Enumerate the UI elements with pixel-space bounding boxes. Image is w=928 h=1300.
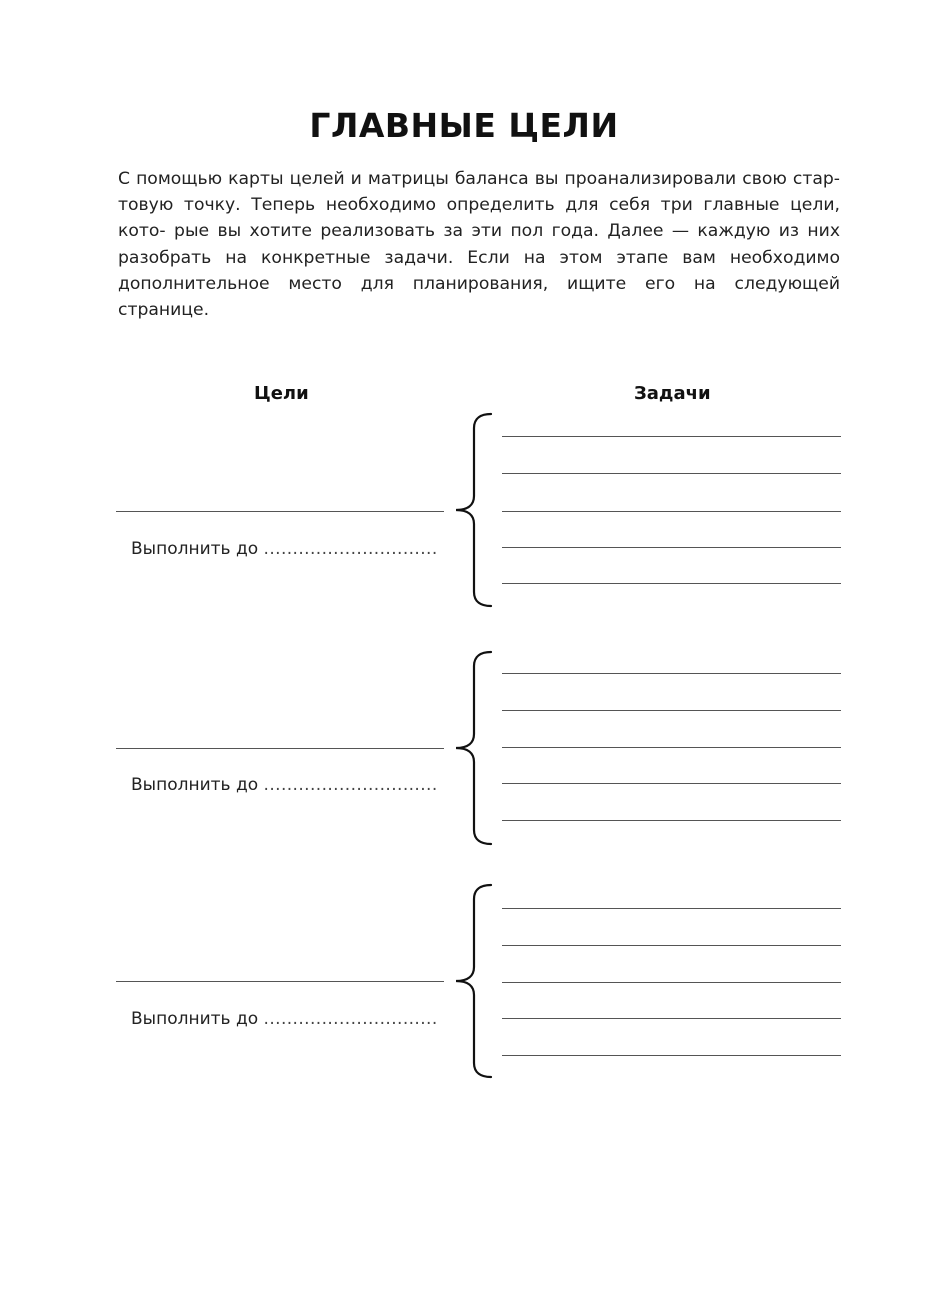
intro-line: рые вы хотите реализовать за эти пол года. Далее — каждую из них разобрать: [118, 221, 840, 268]
task-input-line[interactable]: [502, 436, 841, 437]
task-input-line[interactable]: [502, 945, 841, 946]
goals-column-header: Цели: [254, 383, 309, 404]
due-date-label: Выполнить до: [131, 539, 259, 559]
curly-brace-icon: [454, 650, 494, 846]
due-date-dots: ..............................: [263, 539, 438, 559]
curly-brace-icon: [454, 883, 494, 1079]
intro-line: С помощью карты целей и матрицы баланса вы проанализировали свою стар-: [118, 169, 840, 189]
task-input-line[interactable]: [502, 710, 841, 711]
intro-line: место для планирования, ищите его на следующей странице.: [118, 273, 840, 321]
task-input-line[interactable]: [502, 1018, 841, 1019]
due-date-label: Выполнить до: [131, 775, 259, 795]
goal-input-line[interactable]: [116, 981, 444, 982]
task-input-line[interactable]: [502, 583, 841, 584]
page-title: ГЛАВНЫЕ ЦЕЛИ: [309, 106, 619, 145]
due-date-field[interactable]: [131, 1008, 438, 1030]
due-date-dots: ..............................: [263, 1009, 438, 1029]
task-input-line[interactable]: [502, 783, 841, 784]
due-date-field[interactable]: [131, 538, 438, 560]
goal-input-line[interactable]: [116, 511, 444, 512]
task-input-line[interactable]: [502, 820, 841, 821]
task-input-line[interactable]: [502, 982, 841, 983]
goal-input-line[interactable]: [116, 748, 444, 749]
task-input-line[interactable]: [502, 908, 841, 909]
task-input-line[interactable]: [502, 673, 841, 674]
intro-paragraph: [118, 166, 840, 323]
task-input-line[interactable]: [502, 473, 841, 474]
task-input-line[interactable]: [502, 547, 841, 548]
task-input-line[interactable]: [502, 747, 841, 748]
task-input-line[interactable]: [502, 1055, 841, 1056]
tasks-column-header: Задачи: [634, 383, 711, 404]
task-input-line[interactable]: [502, 511, 841, 512]
curly-brace-icon: [454, 412, 494, 608]
due-date-label: Выполнить до: [131, 1009, 259, 1029]
due-date-field[interactable]: [131, 774, 438, 796]
due-date-dots: ..............................: [263, 775, 438, 795]
intro-line: товую точку. Теперь необходимо определить для себя три главные цели, кото-: [118, 195, 840, 242]
intro-line: на конкретные задачи. Если на этом этапе вам необходимо дополнительное: [118, 247, 840, 294]
